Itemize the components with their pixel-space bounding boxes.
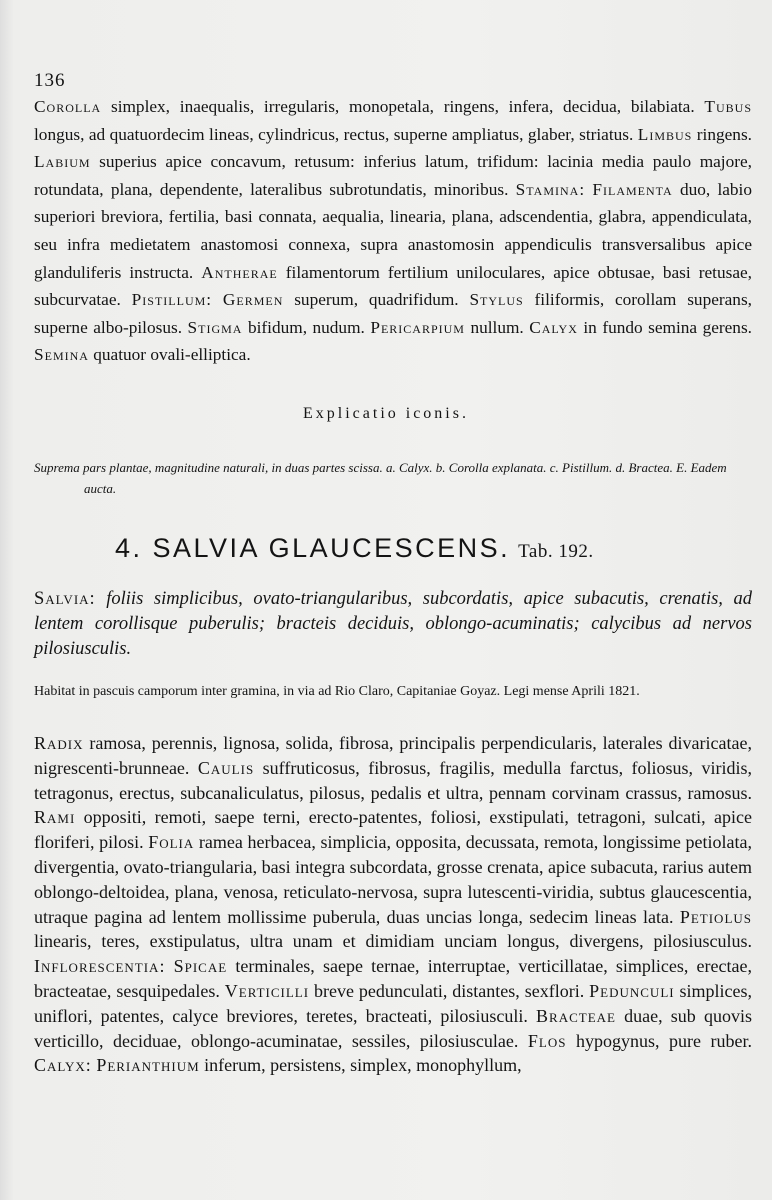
- description2-term: Spicae: [173, 956, 228, 977]
- description-term: Filamenta: [592, 179, 673, 199]
- page-number: 136: [34, 70, 66, 91]
- description-term: Corolla: [34, 97, 102, 116]
- description-term: Limbus: [637, 124, 693, 144]
- description2-text: [165, 956, 173, 976]
- diagnosis-text: foliis simplicibus, ovato-triangularibus, subcordatis, apice subacutis, crenatis, ad lentem corollisque puberulis; bracteis deciduis, oblongo-acuminatis; calycibus ad nervos pilosiusculis.: [34, 589, 752, 659]
- description2-text: ramea herbacea, simplicia, opposita, decussata, remota, longissime petiolata, divergentia, ovato-triangularia, basi integra subcordata, grosse crenata, apice subacuta, rarius autem oblongo-deltoidea, plana, venosa, reticulato-nervosa, supra lutescenti-viridia, subtus glaucescentia, utraque pagina ad lentem mollissime puberula, duas uncias longa, sedecim lineas lata.: [34, 832, 752, 927]
- explicatio-text: Suprema pars plantae, magnitudine naturali, in duas partes scissa. a. Calyx. b. Corolla explanata. c. Pistillum. d. Bractea. E. Eadem aucta.: [34, 460, 727, 496]
- description-text: nullum.: [464, 317, 530, 337]
- description-term: Stylus: [469, 290, 524, 310]
- description2-text: inferum, persistens, simplex, monophyllum,: [199, 1055, 522, 1076]
- description-term: Semina: [34, 345, 89, 365]
- description-term: Antherae: [201, 262, 278, 282]
- description2-term: Radix: [34, 733, 84, 753]
- description-text: bifidum, nudum.: [242, 317, 371, 337]
- description2-term: Pedunculi: [589, 980, 675, 1001]
- description-text: quatuor ovali-elliptica.: [88, 345, 251, 365]
- diagnosis-genus: Salvia:: [34, 589, 96, 609]
- description2-term: Calyx:: [34, 1055, 92, 1076]
- description-text: superum, quadrifidum.: [283, 290, 470, 310]
- description-text: longus, ad quatuordecim lineas, cylindricus, rectus, superne ampliatus, glaber, striatus.: [34, 124, 638, 144]
- plate-reference: Tab. 192.: [518, 541, 594, 562]
- description-text: in fundo semina gerens.: [577, 317, 752, 337]
- description-term: Stamina:: [515, 179, 586, 199]
- description2-term: Verticilli: [224, 980, 310, 1001]
- explicatio-title: Explicatio iconis.: [303, 405, 469, 422]
- description-term: Tubus: [704, 97, 752, 116]
- description-text: duo, labio superiori breviora, fertilia, basi connata, aequalia, linearia, plana, adscendentia, glabra, appendiculata, seu infra medietatem anastomosi connexa, supra anastomosin appendiculis transversalibus apice glanduliferis instructa.: [34, 179, 753, 282]
- description2-term: Bracteae: [536, 1005, 616, 1026]
- description-term: Stigma: [187, 317, 243, 337]
- description-text: ringens.: [692, 124, 752, 144]
- species-name: 4. SALVIA GLAUCESCENS.: [115, 533, 511, 563]
- description2-text: duae, sub quovis verticillo, deciduae, oblongo-acuminatae, sessiles, pilosiusculae.: [34, 1005, 752, 1051]
- description-paragraph-2: [34, 731, 752, 1078]
- habitat: Habitat in pascuis camporum inter gramina, in via ad Rio Claro, Capitaniae Goyaz. Legi mense Aprili 1821.: [34, 684, 640, 699]
- description2-term: Perianthium: [96, 1055, 200, 1076]
- description-text: [212, 290, 223, 309]
- description2-text: hypogynus, pure ruber.: [566, 1030, 752, 1051]
- description2-term: Flos: [527, 1030, 567, 1051]
- description-term: Labium: [34, 152, 91, 172]
- description2-text: simplices, uniflori, patentes, calyce breviores, teretes, bracteati, pilosiusculi.: [34, 980, 753, 1026]
- description2-term: Folia: [148, 832, 195, 853]
- description2-text: terminales, saepe ternae, interruptae, verticillatae, simplices, erectae, bracteatae, sesquipedales.: [34, 956, 752, 1001]
- diagnosis: [34, 587, 752, 662]
- description2-text: linearis, teres, exstipulatus, ultra unam et dimidiam unciam longus, divergens, pilosiusculus.: [34, 931, 752, 952]
- description2-term: Rami: [34, 807, 76, 828]
- species-title: [115, 533, 594, 564]
- description-text: filiformis, corollam superans, superne albo-pilosus.: [34, 290, 752, 337]
- description2-term: Inflorescentia:: [34, 956, 166, 977]
- description-term: Pericarpium: [370, 317, 465, 337]
- description-term: Pistillum:: [131, 290, 213, 310]
- description-term: Calyx: [529, 317, 578, 337]
- description2-term: Caulis: [197, 757, 255, 778]
- description2-text: suffruticosus, fibrosus, fragilis, medulla farctus, foliosus, viridis, tetragonus, erectus, subcanaliculatus, pilosus, pedalis et ultra, pennam corvinam crassus, ramosus.: [34, 757, 752, 803]
- description-text: superius apice concavum, retusum: inferius latum, trifidum: lacinia media paulo majore, rotundata, plana, dependente, lateralibus subrotundatis, minoribus.: [34, 152, 752, 199]
- description2-text: breve pedunculati, distantes, sexflori.: [309, 980, 590, 1001]
- description-paragraph: [34, 93, 752, 369]
- description-text: filamentorum fertilium uniloculares, apice obtusae, basi retusae, subcurvatae.: [34, 262, 753, 310]
- description2-text: oppositi, remoti, saepe terni, erecto-patentes, foliosi, exstipulati, tetragoni, sulcati, apice floriferi, pilosi.: [34, 807, 752, 853]
- description2-term: Petiolus: [679, 906, 752, 927]
- description-text: simplex, inaequalis, irregularis, monopetala, ringens, infera, decidua, bilabiata.: [101, 97, 705, 116]
- description2-text: ramosa, perennis, lignosa, solida, fibrosa, principalis perpendicularis, laterales divaricatae, nigrescenti-brunneae.: [34, 733, 752, 778]
- description-term: Germen: [222, 290, 284, 310]
